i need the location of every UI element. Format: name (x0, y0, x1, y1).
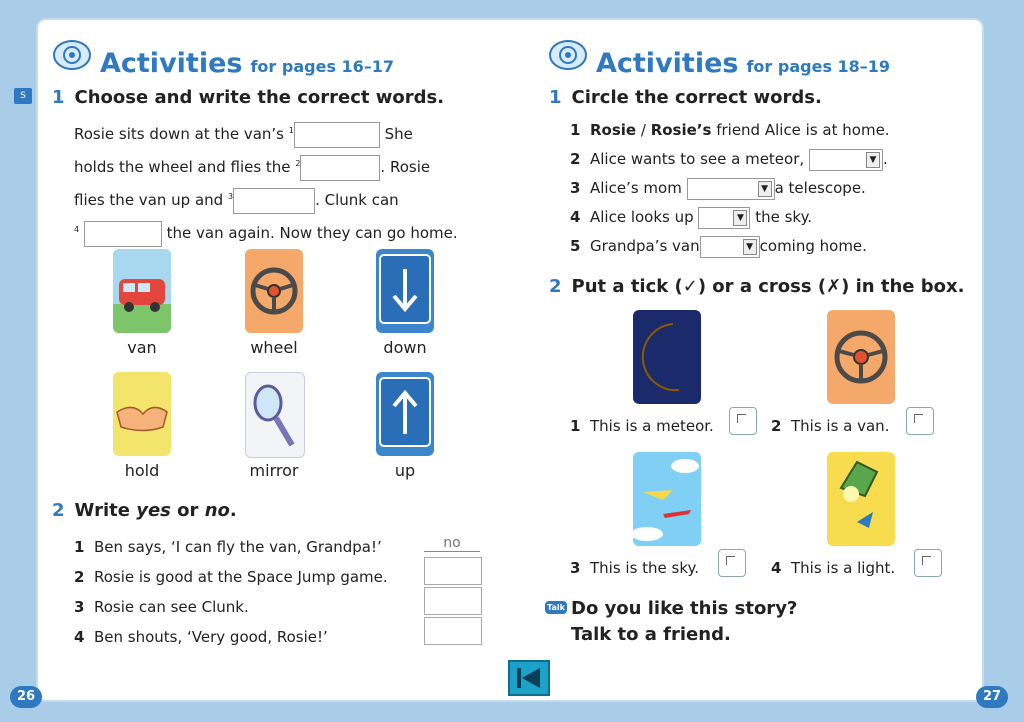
list-item (570, 116, 950, 145)
talk-line-2: Talk to a friend. (571, 624, 731, 645)
up-picture (376, 372, 434, 456)
item-number: 4 (771, 559, 782, 577)
answer-box-4[interactable] (424, 617, 482, 645)
item-text: a telescope. (774, 179, 866, 197)
list-item (74, 622, 414, 652)
side-tab: S (14, 88, 32, 104)
up-arrow-sign-icon (376, 372, 434, 456)
left-q1-text: Choose and write the correct words. (74, 87, 445, 108)
label-wheel: wheel (250, 338, 298, 357)
right-heading (548, 38, 890, 79)
item-text: Alice wants to see a meteor, (589, 150, 805, 168)
tick-item-4 (771, 554, 895, 583)
item-text: the sky. (755, 208, 813, 226)
skip-back-icon (510, 662, 548, 694)
left-heading-pages: for pages 16–17 (250, 57, 395, 76)
right-q2-text: Put a tick (✓) or a cross (✗) in the box. (571, 276, 965, 297)
label-hold: hold (124, 461, 160, 480)
item-number: 5 (570, 237, 581, 255)
tick-box-4[interactable] (914, 549, 942, 577)
right-q1-title (549, 87, 822, 108)
blank-number: 3 (227, 192, 234, 201)
item-number: 2 (74, 568, 85, 586)
van-picture (113, 249, 171, 333)
choice-separator: / (636, 121, 651, 139)
dropdown-3[interactable] (687, 178, 775, 200)
chevron-down-icon: ▼ (758, 181, 772, 197)
passage-text: . Clunk can (315, 191, 399, 209)
item-text: This is a van. (790, 417, 890, 435)
item-number: 3 (570, 179, 581, 197)
chevron-down-icon: ▼ (866, 152, 880, 168)
q2-title-or: or (177, 500, 199, 521)
label-mirror: mirror (249, 461, 299, 480)
item-text: Ben says, ‘I can fly the van, Grandpa!’ (93, 538, 382, 556)
item-number: 2 (771, 417, 782, 435)
tick-item-2 (771, 412, 889, 441)
item-number: 1 (570, 417, 581, 435)
left-q2-list (74, 532, 414, 652)
sky-plane-icon (633, 452, 701, 546)
down-picture (376, 249, 434, 333)
blank-2[interactable] (300, 155, 380, 181)
dropdown-5[interactable] (700, 236, 760, 258)
q2-title-yes: yes (136, 500, 171, 521)
left-q2-num: 2 (52, 500, 65, 521)
list-item (74, 532, 414, 562)
passage-text: the van again. Now they can go home. (166, 224, 458, 242)
blank-3[interactable] (233, 188, 315, 214)
item-text: Grandpa’s van (589, 237, 700, 255)
meteor-picture (633, 310, 701, 404)
item-number: 3 (74, 598, 85, 616)
label-van: van (127, 338, 157, 357)
item-text: Alice looks up (589, 208, 694, 226)
light-picture (827, 452, 895, 546)
item-number: 4 (74, 628, 85, 646)
passage-text: Rosie sits down at the van’s (74, 125, 284, 143)
right-heading-pages: for pages 18–19 (746, 57, 891, 76)
label-down: down (383, 338, 427, 357)
answer-box-3[interactable] (424, 587, 482, 615)
item-text: Ben shouts, ‘Very good, Rosie!’ (93, 628, 328, 646)
wheel-picture-2 (827, 310, 895, 404)
right-q1-list (570, 116, 950, 261)
item-text: . (882, 150, 888, 168)
q2-title-no: no (204, 500, 230, 521)
item-text: Rosie is good at the Space Jump game. (93, 568, 388, 586)
hand-mirror-icon (246, 373, 304, 457)
item-text: Alice’s mom (589, 179, 682, 197)
item-text: friend Alice is at home. (716, 121, 890, 139)
left-q2-title: 2 Write yes or no. (52, 500, 237, 521)
left-heading (52, 38, 394, 79)
blank-number: 2 (295, 159, 301, 168)
tick-item-1 (570, 412, 714, 441)
answer-example: no (424, 535, 480, 552)
right-q2-title (549, 276, 964, 297)
down-arrow-sign-icon (376, 249, 434, 333)
passage-text: She (384, 125, 413, 143)
list-item (570, 174, 950, 203)
chevron-down-icon: ▼ (743, 239, 757, 255)
list-item (74, 562, 414, 592)
choice-rosie[interactable]: Rosie (589, 121, 637, 139)
tick-box-3[interactable] (718, 549, 746, 577)
label-up: up (394, 461, 416, 480)
item-text: This is a light. (790, 559, 896, 577)
dropdown-4[interactable] (698, 207, 750, 229)
item-number: 1 (74, 538, 85, 556)
answer-box-2[interactable] (424, 557, 482, 585)
right-heading-title: Activities (596, 48, 739, 79)
holding-hands-icon (113, 372, 171, 456)
talk-line-1: Do you like this story? (571, 598, 798, 619)
talk-prompt (571, 596, 797, 648)
blank-1[interactable] (294, 122, 380, 148)
first-page-button[interactable] (508, 660, 550, 696)
list-item (570, 145, 950, 174)
passage-text: . Rosie (380, 158, 431, 176)
mirror-picture (245, 372, 305, 458)
steering-wheel-icon (827, 310, 895, 404)
left-q1-passage (74, 116, 494, 248)
moon-icon (633, 310, 701, 404)
item-number: 4 (570, 208, 581, 226)
right-q2-num: 2 (549, 276, 562, 297)
chevron-down-icon: ▼ (733, 210, 747, 226)
item-number: 3 (570, 559, 581, 577)
item-text: Rosie can see Clunk. (93, 598, 249, 616)
item-text: This is the sky. (589, 559, 700, 577)
passage-text: holds the wheel and flies the (74, 158, 291, 176)
tick-box-2[interactable] (906, 407, 934, 435)
right-q1-text: Circle the correct words. (571, 87, 822, 108)
item-text: This is a meteor. (589, 417, 714, 435)
lamp-icon (827, 452, 895, 546)
page-number-left: 26 (10, 686, 42, 708)
tick-item-3 (570, 554, 699, 583)
blank-number: 1 (288, 126, 294, 135)
item-text: coming home. (759, 237, 867, 255)
blank-number: 4 (74, 225, 80, 234)
wheel-picture (245, 249, 303, 333)
swirl-icon (548, 38, 588, 72)
page-number-right: 27 (976, 686, 1008, 708)
right-q1-num: 1 (549, 87, 562, 108)
hold-picture (113, 372, 171, 456)
steering-wheel-icon (245, 249, 303, 333)
list-item (570, 203, 950, 232)
tick-box-1[interactable] (729, 407, 757, 435)
left-q1-title (52, 87, 444, 108)
van-icon (113, 249, 171, 333)
left-q1-num: 1 (52, 87, 65, 108)
q2-title-write: Write (74, 500, 130, 521)
dropdown-2[interactable] (809, 149, 883, 171)
passage-text: flies the van up and (74, 191, 224, 209)
sky-picture (633, 452, 701, 546)
left-heading-title: Activities (100, 48, 243, 79)
item-number: 1 (570, 121, 581, 139)
choice-rosies[interactable]: Rosie’s (650, 121, 712, 139)
swirl-icon (52, 38, 92, 72)
list-item (74, 592, 414, 622)
item-number: 2 (570, 150, 581, 168)
talk-badge: Talk (545, 601, 567, 614)
blank-4[interactable] (84, 221, 162, 247)
list-item (570, 232, 950, 261)
